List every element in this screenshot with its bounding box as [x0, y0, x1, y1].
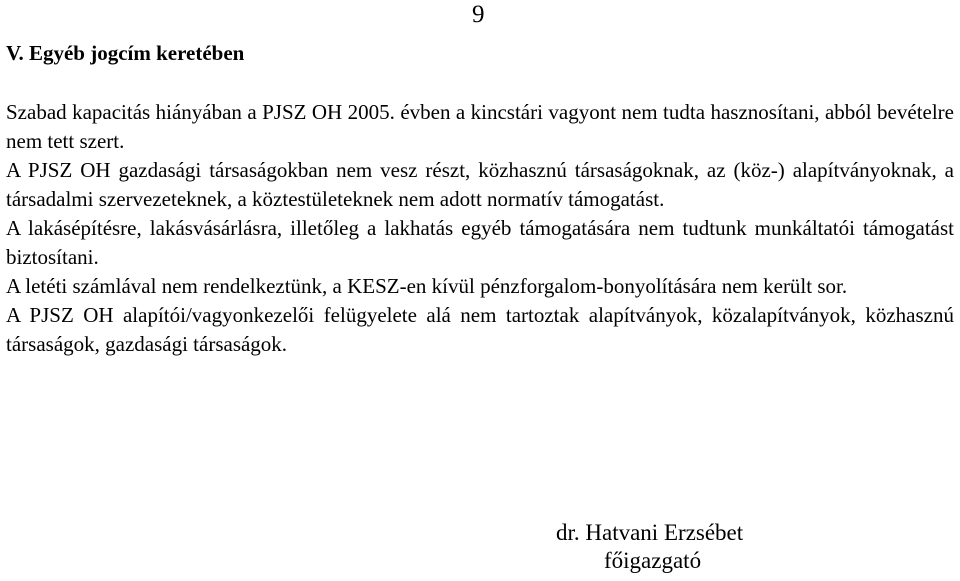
signature-block	[556, 519, 743, 575]
section-heading: V. Egyéb jogcím keretében	[6, 41, 245, 65]
paragraph-felugyelet: A PJSZ OH alapítói/vagyonkezelői felügyelete alá nem tartoztak alapítványok, közalapítványok, közhasznú társaságok, gazdasági társaságok.	[6, 303, 954, 356]
paragraph-kincstari-vagyon: Szabad kapacitás hiányában a PJSZ OH 2005. évben a kincstári vagyont nem tudta hasznosítani, abból bevételre nem tett szert.	[6, 100, 954, 153]
body-text	[6, 98, 954, 359]
signatory-name: dr. Hatvani Erzsébet	[556, 520, 744, 545]
paragraph-leteti-szamla: A letéti számlával nem rendelkeztünk, a KESZ-en kívül pénzforgalom-bonyolítására nem került sor.	[6, 274, 848, 298]
paragraph-tarsasagok: A PJSZ OH gazdasági társaságokban nem vesz részt, közhasznú társaságoknak, az (köz-) alapítványoknak, a társadalmi szervezeteknek, a köztestületeknek nem adott normatív támogatást.	[6, 158, 954, 211]
page-number: 9	[472, 1, 485, 28]
paragraph-lakastamogatas: A lakásépítésre, lakásvásárlásra, illetőleg a lakhatás egyéb támogatására nem tudtunk munkáltatói támogatást biztosítani.	[6, 216, 954, 269]
signatory-title: főigazgató	[604, 548, 702, 573]
